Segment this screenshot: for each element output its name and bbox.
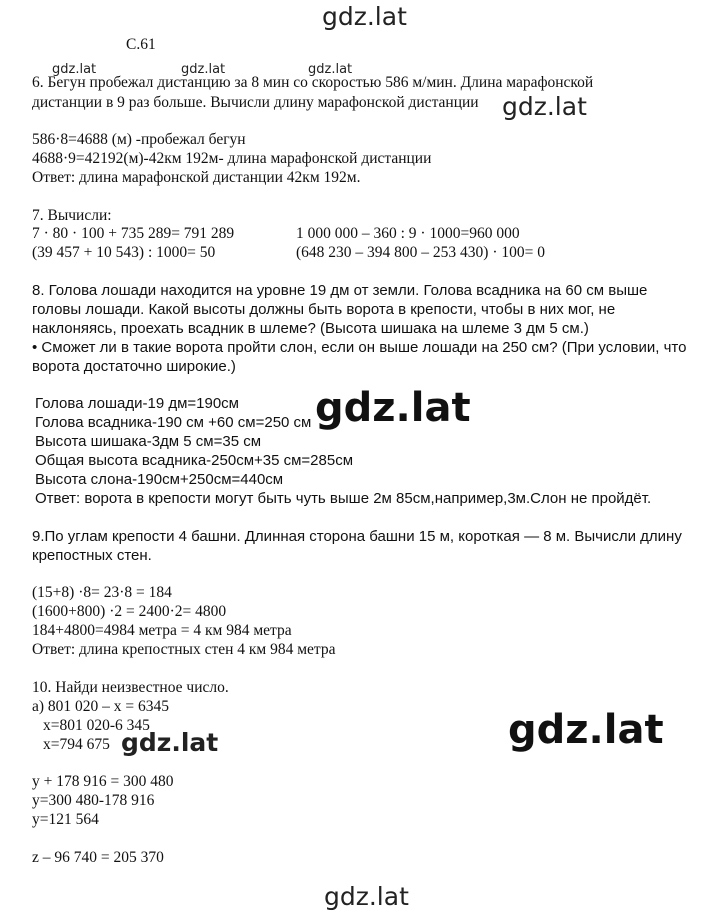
task9-solution: 184+4800=4984 метра = 4 км 984 метра (32, 622, 292, 639)
task8-solution: Высота шишака-3дм 5 см=35 см (35, 433, 262, 450)
task7-title: 7. Вычисли: (32, 207, 112, 224)
watermark-top: gdz.lat (322, 2, 407, 31)
task10-step: x=801 020-6 345 (43, 717, 150, 734)
task10-step: x=794 675 (43, 736, 110, 753)
task6-answer: Ответ: длина марафонской дистанции 42км 192м. (32, 169, 361, 186)
watermark-small: gdz.lat (52, 62, 97, 77)
task6-solution: 586·8=4688 (м) -пробежал бегун (32, 131, 246, 148)
task8-question: головы лошади. Какой высоты должны быть ворота в крепости, чтобы в них мог, не (32, 301, 616, 318)
task9-solution: (15+8) ·8= 23·8 = 184 (32, 584, 172, 601)
task8-answer: Ответ: ворота в крепости могут быть чуть выше 2м 85см,например,3м.Слон не пройдёт. (35, 490, 652, 507)
task7-expression: (648 230 – 394 800 – 253 430) · 100= 0 (296, 244, 545, 261)
watermark-left-mid: gdz.lat (121, 728, 219, 757)
task8-solution: Голова лошади-19 дм=190см (35, 395, 239, 412)
task10-step: y=300 480-178 916 (32, 792, 155, 809)
task8-question: 8. Голова лошади находится на уровне 19 дм от земли. Голова всадника на 60 см выше (32, 282, 648, 299)
task7-expression: 7 · 80 · 100 + 735 289= 791 289 (32, 225, 235, 242)
page-number: С.61 (126, 36, 156, 53)
task10-step: y=121 564 (32, 811, 99, 828)
task8-question: • Сможет ли в такие ворота пройти слон, если он выше лошади на 250 см? (При условии, что (32, 339, 687, 356)
task10-equation: y + 178 916 = 300 480 (32, 773, 174, 790)
task10-equation: а) 801 020 – x = 6345 (32, 698, 170, 715)
task9-question: 9.По углам крепости 4 башни. Длинная сторона башни 15 м, короткая — 8 м. Вычисли длину (32, 528, 682, 545)
task6-question: 6. Бегун пробежал дистанцию за 8 мин со скоростью 586 м/мин. Длина марафонской (32, 74, 594, 91)
task9-solution: (1600+800) ·2 = 2400·2= 4800 (32, 603, 227, 620)
watermark-large-right: gdz.lat (508, 707, 664, 753)
task10-title: 10. Найди неизвестное число. (32, 679, 229, 696)
task10-equation: z – 96 740 = 205 370 (32, 849, 164, 866)
task9-answer: Ответ: длина крепостных стен 4 км 984 метра (32, 641, 336, 658)
task6-question: дистанции в 9 раз больше. Вычисли длину марафонской дистанции (32, 94, 479, 111)
watermark-mid-right: gdz.lat (502, 92, 587, 121)
task8-question: ворота достаточно широкие.) (32, 358, 236, 375)
watermark-small: gdz.lat (181, 62, 226, 77)
watermark-small: gdz.lat (308, 62, 353, 77)
task8-solution: Голова всадника-190 см +60 см=250 см (35, 414, 312, 431)
task8-question: наклоняясь, проехать всадник в шлеме? (Высота шишака на шлеме 3 дм 5 см.) (32, 320, 589, 337)
task7-expression: 1 000 000 – 360 : 9 · 1000=960 000 (296, 225, 520, 242)
task8-solution: Общая высота всадника-250см+35 см=285см (35, 452, 354, 469)
watermark-large-center: gdz.lat (315, 385, 471, 431)
task7-expression: (39 457 + 10 543) : 1000= 50 (32, 244, 216, 261)
watermark-bottom: gdz.lat (324, 882, 409, 911)
task6-solution: 4688·9=42192(м)-42км 192м- длина марафонской дистанции (32, 150, 432, 167)
task9-question: крепостных стен. (32, 547, 152, 564)
task8-solution: Высота слона-190см+250см=440см (35, 471, 284, 488)
